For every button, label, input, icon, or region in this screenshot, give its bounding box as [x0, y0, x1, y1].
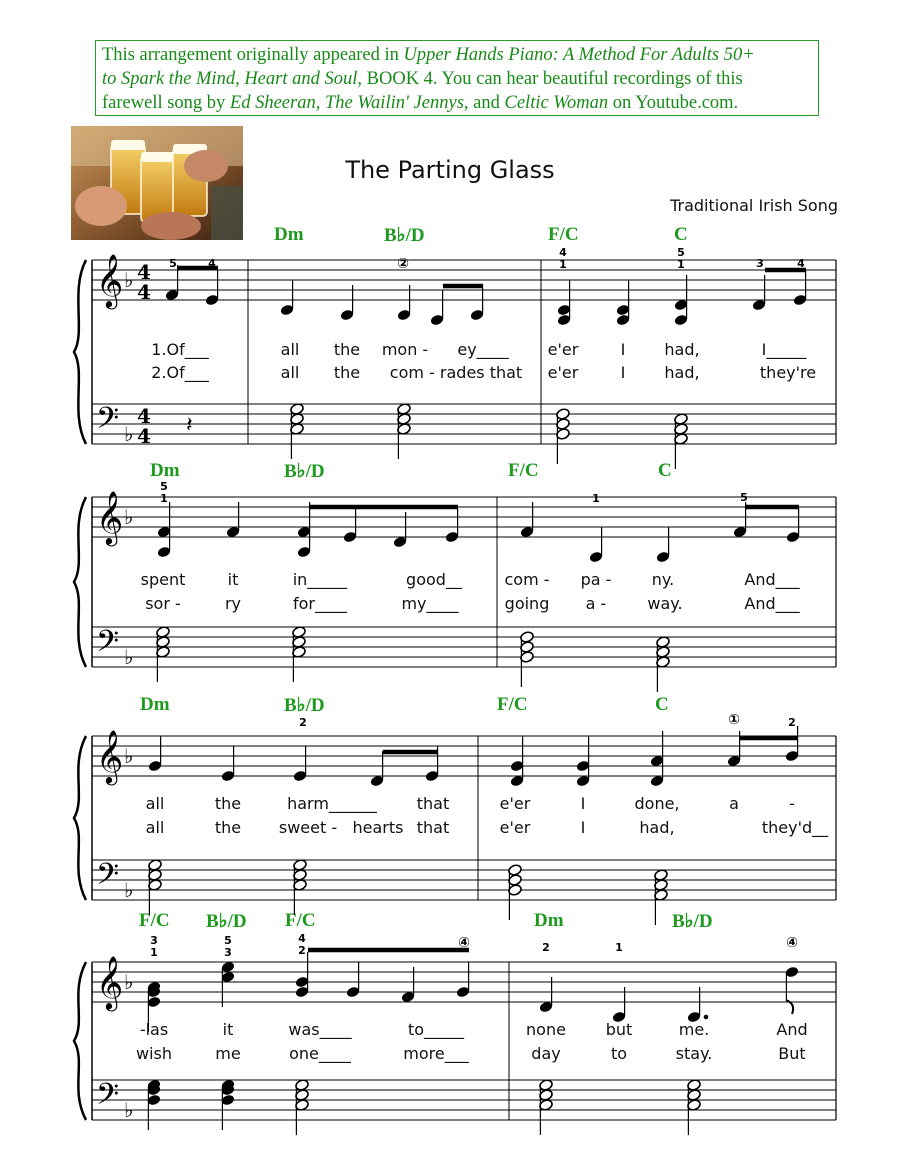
- lyric-verse1: e'er: [499, 794, 531, 813]
- flat-icon: ♭: [124, 645, 134, 669]
- note: [556, 408, 571, 464]
- note: [156, 626, 171, 682]
- flat-icon: ♭: [124, 1098, 134, 1122]
- lyric-verse1: harm______: [287, 794, 377, 813]
- bass-clef-icon: 𝄢: [96, 625, 120, 666]
- lyric-verse1: none: [526, 1020, 566, 1039]
- note: [456, 962, 471, 998]
- fingering: 4: [298, 932, 306, 945]
- fingering: 1: [592, 492, 600, 505]
- note: [576, 736, 591, 787]
- fingering: 1: [677, 258, 685, 271]
- lyric-verse2: But: [778, 1044, 806, 1063]
- lyric-verse2: way.: [647, 594, 683, 613]
- brace: [74, 260, 86, 444]
- lyric-verse2: 2.Of___: [151, 363, 209, 382]
- lyric-verse2: that: [416, 818, 450, 837]
- bass-clef-icon: 𝄢: [96, 1078, 120, 1119]
- note: [616, 280, 631, 326]
- lyric-verse1: ny.: [651, 570, 675, 589]
- note: [290, 403, 305, 459]
- note: [786, 507, 801, 543]
- lyric-verse1: all: [280, 340, 300, 359]
- time-signature-top: 4: [137, 404, 151, 428]
- lyric-verse1: in_____: [292, 570, 348, 589]
- lyric-verse2: they'd__: [761, 818, 829, 837]
- lyric-verse1: good__: [406, 570, 462, 589]
- lyric-verse2: one____: [289, 1044, 351, 1063]
- fingering: 3: [224, 946, 232, 959]
- chord-symbol: Dm: [274, 224, 304, 245]
- treble-clef-icon: 𝄞: [96, 253, 124, 307]
- lyric-verse2: com - rades that: [389, 363, 523, 382]
- lyric-verse1: a: [729, 794, 739, 813]
- note: [793, 270, 808, 306]
- flat-icon: ♭: [124, 970, 134, 994]
- time-signature-bottom: 4: [137, 280, 151, 304]
- note: [785, 726, 800, 762]
- note: [297, 502, 312, 558]
- lyric-verse1: done,: [634, 794, 680, 813]
- chord-symbol: F/C: [497, 694, 528, 715]
- note: [295, 1079, 310, 1135]
- lyric-verse1: the: [333, 340, 361, 359]
- flat-icon: ♭: [124, 422, 134, 446]
- note: [557, 280, 572, 326]
- lyric-verse1: that: [416, 794, 450, 813]
- fingering: 2: [299, 716, 307, 729]
- note: [221, 961, 236, 1007]
- fingering: 5: [224, 934, 232, 947]
- lyric-verse2: wish: [135, 1044, 173, 1063]
- note-text: farewell song by: [102, 93, 230, 113]
- note: [346, 962, 361, 998]
- flat-icon: ♭: [124, 268, 134, 292]
- fingering: 4: [559, 246, 567, 259]
- note: [589, 527, 604, 563]
- lyric-verse2: for____: [293, 594, 347, 613]
- lyric-verse1: spent: [140, 570, 186, 589]
- lyric-verse2: e'er: [547, 363, 579, 382]
- note-text: , and: [463, 93, 505, 113]
- fingering: ④: [786, 935, 798, 951]
- lyric-verse2: the: [214, 818, 242, 837]
- fingering: 1: [150, 946, 158, 959]
- note-text: , BOOK 4. You can hear beautiful recordings of this: [357, 69, 743, 89]
- note: [148, 859, 163, 915]
- fingering: 4: [797, 257, 805, 270]
- lyric-verse1: but: [605, 1020, 633, 1039]
- chord-symbol: B♭/D: [384, 225, 425, 246]
- quarter-rest-icon: 𝄽: [186, 413, 193, 438]
- fingering: 5: [740, 491, 748, 504]
- chord-symbol: Dm: [150, 460, 180, 481]
- lyric-verse2: And___: [744, 594, 800, 613]
- fingering: 3: [756, 257, 764, 270]
- lyric-verse2: all: [145, 818, 165, 837]
- bass-clef-icon: 𝄢: [96, 858, 120, 899]
- chord-symbol: C: [655, 694, 669, 715]
- lyric-verse1: all: [145, 794, 165, 813]
- lyric-verse2: all: [280, 363, 300, 382]
- fingering: 1: [559, 258, 567, 271]
- note: [148, 736, 163, 772]
- note: [293, 746, 308, 782]
- lyric-verse2: more___: [403, 1044, 469, 1063]
- chord-symbol: F/C: [548, 224, 579, 245]
- chord-symbol: B♭/D: [284, 695, 325, 716]
- lyric-verse1: ey____: [457, 340, 509, 359]
- note: [221, 746, 236, 782]
- note: [147, 1079, 162, 1130]
- note: [430, 290, 445, 326]
- lyric-verse2: stay.: [675, 1044, 713, 1063]
- brace: [74, 497, 86, 667]
- lyric-verse2: a -: [585, 594, 607, 613]
- lyric-verse1: pa -: [580, 570, 612, 589]
- note: [520, 631, 535, 687]
- note: [293, 859, 308, 915]
- note: [508, 864, 523, 920]
- book-title-part2: to Spark the Mind, Heart and Soul: [102, 69, 358, 89]
- lyric-verse1: was____: [288, 1020, 352, 1039]
- note: [674, 413, 689, 469]
- lyric-verse2: I: [620, 363, 626, 382]
- lyric-verse1: And___: [744, 570, 800, 589]
- lyric-verse1: to_____: [407, 1020, 465, 1039]
- lyric-verse2: had,: [664, 363, 700, 382]
- fingering: 2: [298, 944, 306, 957]
- note: [445, 507, 460, 543]
- lyric-verse2: sweet -: [278, 818, 338, 837]
- chord-symbol: Dm: [534, 910, 564, 931]
- lyric-verse2: e'er: [499, 818, 531, 837]
- lyric-verse1: e'er: [547, 340, 579, 359]
- bass-clef-icon: 𝄢: [96, 402, 120, 443]
- lyric-verse1: 1.Of___: [151, 340, 209, 359]
- note: [343, 507, 358, 543]
- lyric-verse2: ry: [224, 594, 242, 613]
- fingering: 1: [615, 941, 623, 954]
- note: [397, 403, 412, 459]
- flat-icon: ♭: [124, 744, 134, 768]
- lyric-verse2: day: [531, 1044, 561, 1063]
- lyric-verse1: I_____: [761, 340, 807, 359]
- chord-symbol: C: [674, 224, 688, 245]
- note: [295, 952, 310, 998]
- lyric-verse1: mon -: [381, 340, 429, 359]
- chord-symbol: F/C: [508, 460, 539, 481]
- chord-symbol: Dm: [140, 694, 170, 715]
- note: [656, 636, 671, 692]
- chord-symbol: B♭/D: [284, 461, 325, 482]
- note: [656, 527, 671, 563]
- lyric-verse2: hearts: [352, 818, 404, 837]
- chord-symbol: F/C: [139, 910, 170, 931]
- fingering: 5: [677, 246, 685, 259]
- fingering: ①: [728, 712, 740, 728]
- lyric-verse1: it: [227, 570, 239, 589]
- fingering: 3: [150, 934, 158, 947]
- lyric-verse2: sor -: [145, 594, 181, 613]
- lyric-verse1: com -: [504, 570, 550, 589]
- lyric-verse1: I: [620, 340, 626, 359]
- lyric-verse2: I: [580, 818, 586, 837]
- brace: [74, 736, 86, 900]
- lyric-verse2: had,: [639, 818, 675, 837]
- note: [221, 1079, 236, 1130]
- note: [157, 502, 172, 558]
- artist: Celtic Woman: [504, 93, 609, 113]
- note: [674, 275, 689, 326]
- note: [510, 736, 525, 787]
- dot: [704, 1015, 708, 1019]
- fingering: ④: [458, 935, 470, 951]
- lyric-verse1: it: [222, 1020, 234, 1039]
- chord-symbol: B♭/D: [672, 911, 713, 932]
- song-title: The Parting Glass: [345, 156, 555, 184]
- fingering: ②: [397, 256, 409, 272]
- note-text: This arrangement originally appeared in: [102, 45, 404, 65]
- lyric-verse2: to: [610, 1044, 628, 1063]
- book-title-part1: Upper Hands Piano: A Method For Adults 50+: [403, 45, 755, 65]
- lyric-verse1: the: [214, 794, 242, 813]
- lyric-verse1: me.: [678, 1020, 710, 1039]
- lyric-verse1: -: [789, 794, 795, 813]
- lyric-verse2: me: [215, 1044, 241, 1063]
- lyric-verse1: I: [580, 794, 586, 813]
- note: [654, 869, 669, 925]
- flat-icon: ♭: [124, 505, 134, 529]
- note: [785, 966, 800, 1000]
- fingering: 5: [160, 480, 168, 493]
- note-text: on Youtube.com.: [608, 93, 739, 113]
- note: [539, 1079, 554, 1135]
- note: [650, 731, 665, 787]
- chord-symbol: B♭/D: [206, 911, 247, 932]
- flat-icon: ♭: [124, 878, 134, 902]
- lyric-verse2: the: [333, 363, 361, 382]
- note: [280, 280, 295, 316]
- composer-credit: Traditional Irish Song: [670, 196, 838, 215]
- fingering: 4: [208, 257, 216, 270]
- lyric-verse1: had,: [664, 340, 700, 359]
- chord-symbol: F/C: [285, 910, 316, 931]
- time-signature-top: 4: [137, 260, 151, 284]
- artists: Ed Sheeran, The Wailin' Jennys: [229, 93, 464, 113]
- lyric-verse2: they're: [759, 363, 817, 382]
- treble-clef-icon: 𝄞: [96, 729, 124, 783]
- note: [687, 1079, 702, 1135]
- grand-staff: [74, 729, 836, 902]
- fingering: 2: [788, 716, 796, 729]
- time-signature-bottom: 4: [137, 424, 151, 448]
- lyric-verse2: going: [504, 594, 550, 613]
- fingering: 2: [542, 941, 550, 954]
- treble-clef-icon: 𝄞: [96, 955, 124, 1009]
- lyric-verse2: my____: [401, 594, 459, 613]
- chord-symbol: C: [658, 460, 672, 481]
- lyric-verse1: -las: [139, 1020, 169, 1039]
- note: [292, 626, 307, 682]
- brace: [74, 962, 86, 1120]
- fingering: 1: [160, 492, 168, 505]
- fingering: 5: [169, 257, 177, 270]
- lyric-verse1: And: [776, 1020, 808, 1039]
- note: [205, 270, 220, 306]
- treble-clef-icon: 𝄞: [96, 490, 124, 544]
